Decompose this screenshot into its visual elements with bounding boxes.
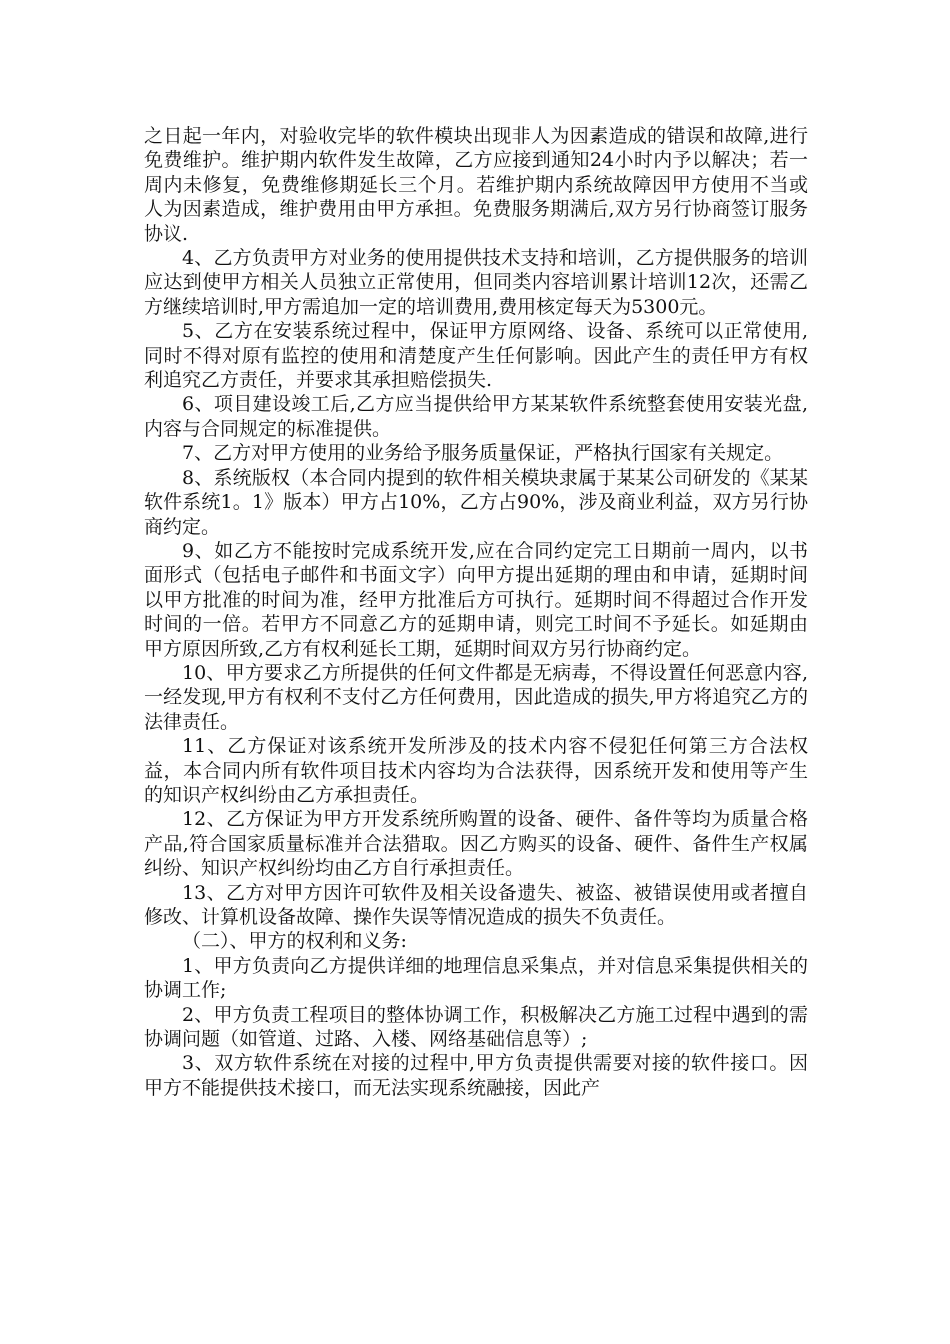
paragraph-clause-6: 6、项目建设竣工后,乙方应当提供给甲方某某软件系统整套使用安装光盘,内容与合同规定的标准提供。 bbox=[144, 393, 808, 440]
document-body bbox=[144, 124, 808, 1100]
paragraph-party-a-clause-3: 3、双方软件系统在对接的过程中,甲方负责提供需要对接的软件接口。因甲方不能提供技术接口，而无法实现系统融接，因此产 bbox=[144, 1052, 808, 1099]
paragraph-clause-10: 10、甲方要求乙方所提供的任何文件都是无病毒，不得设置任何恶意内容,一经发现,甲方有权利不支付乙方任何费用，因此造成的损失,甲方将追究乙方的法律责任。 bbox=[144, 661, 808, 733]
paragraph-clause-11: 11、乙方保证对该系统开发所涉及的技术内容不侵犯任何第三方合法权益，本合同内所有软件项目技术内容均为合法获得，因系统开发和使用等产生的知识产权纠纷由乙方承担责任。 bbox=[144, 735, 808, 806]
paragraph-clause-5: 5、乙方在安装系统过程中，保证甲方原网络、设备、系统可以正常使用,同时不得对原有监控的使用和清楚度产生任何影响。因此产生的责任甲方有权利追究乙方责任，并要求其承担赔偿损失. bbox=[144, 320, 808, 392]
paragraph-clause-9: 9、如乙方不能按时完成系统开发,应在合同约定完工日期前一周内，以书面形式（包括电子邮件和书面文字）向甲方提出延期的理由和申请，延期时间以甲方批准的时间为准，经甲方批准后方可执行。延期时间不得超过合作开发时间的一倍。若甲方不同意乙方的延期申请，则完工时间不予延长。如延期由甲方原因所致,乙方有权利延长工期，延期时间双方另行协商约定。 bbox=[144, 539, 808, 660]
paragraph-clause-13: 13、乙方对甲方因许可软件及相关设备遗失、被盗、被错误使用或者擅自修改、计算机设备故障、操作失误等情况造成的损失不负责任。 bbox=[144, 881, 808, 928]
section-heading-party-a-rights: （二）、甲方的权利和义务: bbox=[182, 930, 407, 953]
paragraph-party-a-clause-2: 2、甲方负责工程项目的整体协调工作，积极解决乙方施工过程中遇到的需协调问题（如管道、过路、入楼、网络基础信息等）; bbox=[144, 1003, 808, 1051]
paragraph-clause-12: 12、乙方保证为甲方开发系统所购置的设备、硬件、备件等均为质量合格产品,符合国家质量标准并合法猎取。因乙方购买的设备、硬件、备件生产权属纠纷、知识产权纠纷均由乙方自行承担责任。 bbox=[144, 808, 808, 880]
paragraph-clause-4: 4、乙方负责甲方对业务的使用提供技术支持和培训，乙方提供服务的培训应达到使甲方相关人员独立正常使用，但同类内容培训累计培训12次，还需乙方继续培训时,甲方需追加一定的培训费用,费用核定每天为5300元。 bbox=[144, 247, 808, 318]
paragraph-clause-8: 8、系统版权（本合同内提到的软件相关模块隶属于某某公司研发的《某某软件系统1。1》版本）甲方占10%，乙方占90%，涉及商业利益，双方另行协商约定。 bbox=[144, 466, 808, 538]
paragraph-clause-7: 7、乙方对甲方使用的业务给予服务质量保证，严格执行国家有关规定。 bbox=[182, 442, 784, 465]
paragraph-party-a-clause-1: 1、甲方负责向乙方提供详细的地理信息采集点，并对信息采集提供相关的协调工作; bbox=[144, 954, 808, 1002]
paragraph-maintenance-period: 之日起一年内，对验收完毕的软件模块出现非人为因素造成的错误和故障,进行免费维护。维护期内软件发生故障，乙方应接到通知24小时内予以解决；若一周内未修复，免费维修期延长三个月。若维护期内系统故障因甲方使用不当或人为因素造成，维护费用由甲方承担。免费服务期满后,双方另行协商签订服务协议. bbox=[144, 125, 808, 245]
